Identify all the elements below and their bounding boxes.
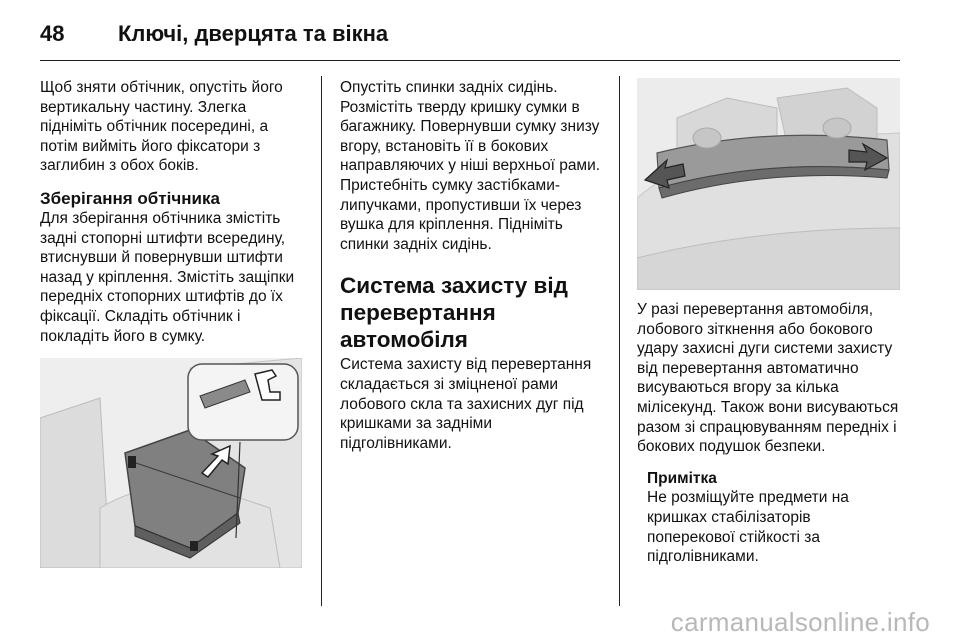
bag-installation-paragraph: Опустіть спинки задніх сидінь. Розмістіть тверду кришку сумки в багажнику. Повернувши сумку знизу вгору, встановіть її в бокових направляючих у ніші верхньої рами. Пристебніть сумку застібками-липучками, пропустивши їх через вушка для кріплення. Підніміть спинки задніх сидінь. <box>340 79 601 253</box>
note-body: Не розміщуйте предмети на кришках стабілізаторів поперекової стійкості за підголівниками. <box>647 489 849 566</box>
column-divider-1 <box>321 76 322 606</box>
section-heading-rollover: Система захисту від перевертання автомобіля <box>340 273 568 353</box>
deflector-storage-illustration <box>40 358 302 568</box>
intro-paragraph: Щоб зняти обтічник, опустіть його вертикальну частину. Злегка підніміть обтічник посередині, а потім вийміть його фіксатори з заглибин з обох боків. <box>40 79 283 175</box>
column-3 <box>637 78 902 567</box>
watermark: carmanualsonline.info <box>670 607 930 637</box>
section-heading-storage: Зберігання обтічника <box>40 188 220 208</box>
page-number: 48 <box>40 21 65 46</box>
rollover-paragraph: Система захисту від перевертання складається зі зміцненої рами лобового скла та захисних дуг під кришками за задніми підголівниками. <box>340 356 592 452</box>
rollover-deployment-paragraph: У разі перевертання автомобіля, лобового зіткнення або бокового удару захисні дуги системи захисту від перевертання автоматично висуваються вгору за кілька мілісекунд. Також вони висуваються разом зі спрацювуванням передніх і бокових подушок безпеки. <box>637 301 899 456</box>
column-1 <box>40 78 308 568</box>
rollover-bars-illustration <box>637 78 900 290</box>
storage-paragraph: Для зберігання обтічника змістіть задні стопорні штифти всередину, втиснувши й повернувши штифти назад у кріплення. Змістіть защіпки передніх стопорних штифтів до їх фіксації. Складіть обтічник і покладіть його в сумку. <box>40 209 295 345</box>
page-header <box>40 14 388 54</box>
header-rule <box>40 60 900 61</box>
column-divider-2 <box>619 76 620 606</box>
column-2 <box>340 78 605 453</box>
note-title: Примітка <box>647 469 717 487</box>
note-box <box>647 469 902 567</box>
page-title: Ключі, дверцята та вікна <box>118 21 389 46</box>
